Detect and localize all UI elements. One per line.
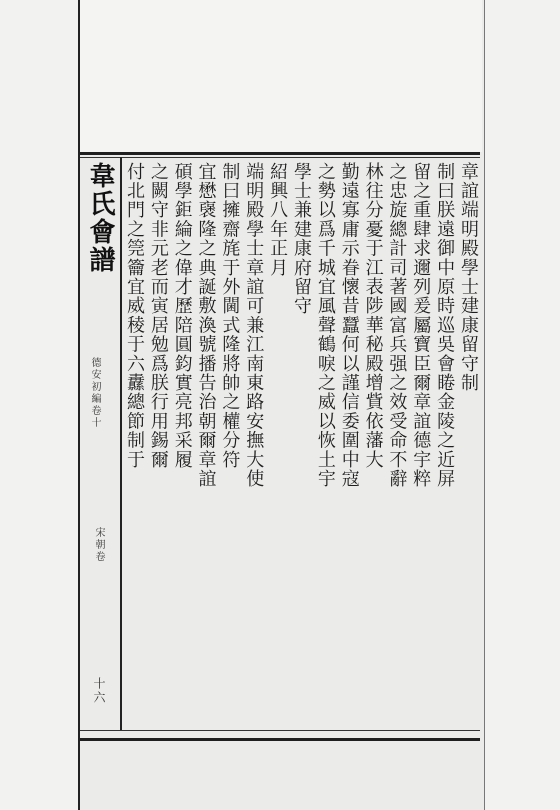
text-column: 端明殿學士章誼可兼江南東路安撫大使 [243, 162, 265, 489]
text-column: 之勢以爲千城宜風聲鶴唳之威以恢土宇 [314, 162, 336, 489]
text-column: 制曰擁齋旄于外閫式隆將帥之權分符 [219, 162, 241, 470]
text-columns [122, 162, 480, 724]
frame-inner-top-rule [80, 157, 480, 158]
block-heart-margin [80, 157, 122, 730]
text-column: 勤遠寡庸示眷懷昔蠶何以謹信委圍中寇 [338, 162, 360, 489]
margin-page-number: 十六 [92, 677, 106, 705]
text-column: 付北門之筦籥宜威稜于六纛總節制于 [123, 162, 145, 470]
margin-sub-label: 宋朝卷 [93, 527, 104, 563]
page-top-blank [80, 0, 482, 152]
text-column: 紹興八年正月 [267, 162, 289, 278]
margin-section-label: 德安初編卷十 [89, 357, 100, 429]
frame-inner-bottom-rule [80, 730, 480, 731]
text-column: 之忠旋總計司著國富兵强之效受命不辭 [386, 162, 408, 489]
text-column: 之闕守非元老而寅居勉爲朕行用錫爾 [147, 162, 169, 470]
text-column: 學士兼建康府留守 [290, 162, 312, 316]
text-column: 章誼端明殿學士建康留守制 [458, 162, 479, 393]
text-column: 制曰朕遠御中原時巡吳會睠金陵之近屏 [434, 162, 456, 489]
text-column: 留之重肆求邇列爰屬寶臣爾章誼德宇粹 [410, 162, 432, 489]
text-column: 林往分憂于江表陟華秘殿增貲依藩大 [362, 162, 384, 470]
book-page [78, 0, 485, 810]
margin-book-title: 韋氏會譜 [85, 162, 115, 274]
text-column: 碩學鉅綸之偉才歷陪圓鈞實亮邦采履 [171, 162, 193, 470]
text-column: 宜懋襃隆之典誕敷渙號播告治朝爾章誼 [195, 162, 217, 489]
